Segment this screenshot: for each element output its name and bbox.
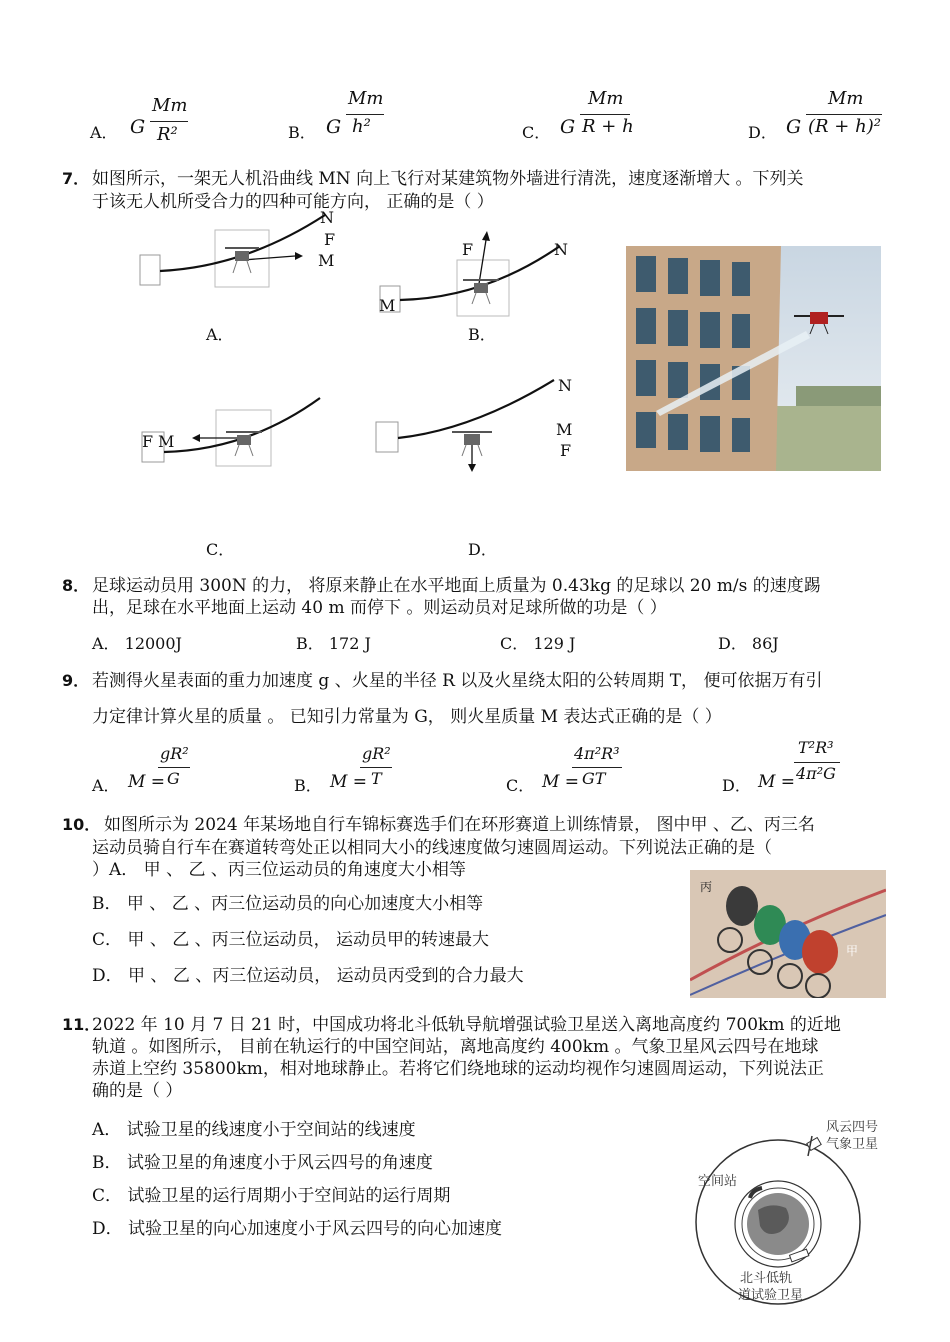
- q11-text-line3: 赤道上空约 35800km，相对地球静止。若将它们绕地球的运动均视作匀速圆周运动，下列说法正: [92, 1059, 824, 1079]
- beidou-label-1: 北斗低轨: [740, 1271, 793, 1286]
- q9-option-a-lhs: M =: [128, 772, 166, 792]
- q7-c-label-f: F: [142, 432, 154, 451]
- fengyun-satellite-icon: [807, 1136, 821, 1156]
- q7-d-label-f: F: [560, 441, 572, 460]
- q9-option-a-den: G: [167, 769, 180, 788]
- q6-option-d-bar: [806, 114, 882, 115]
- q7-d-label-m: M: [556, 420, 573, 439]
- q7-d-label-n: N: [558, 376, 572, 395]
- q6-option-a-bar: [150, 121, 188, 122]
- q7-text-line2: 于该无人机所受合力的四种可能方向， 正确的是（ ）: [92, 192, 494, 212]
- fengyun-label-2: 气象卫星: [826, 1137, 879, 1152]
- q7-b-label-n: N: [554, 240, 568, 259]
- q9-option-d-den: 4π²G: [796, 764, 836, 783]
- q11-text-line2: 轨道 。如图所示， 目前在轨运行的中国空间站，离地高度约 400km 。气象卫星风云四号在地球: [92, 1037, 819, 1057]
- q6-option-d-letter: D．: [748, 123, 777, 142]
- q6-option-d-den: (R + h)²: [808, 116, 881, 137]
- q9-option-a-bar: [158, 767, 190, 768]
- q7-a-label-f: F: [324, 230, 336, 249]
- q6-option-c-bar: [580, 114, 630, 115]
- q6-option-c-num: Mm: [588, 88, 624, 109]
- q10-option-b: B． 甲 、 乙 、丙三位运动员的向心加速度大小相等: [92, 894, 484, 914]
- fengyun-label-1: 风云四号: [826, 1120, 879, 1135]
- q7-a-caption: A．: [206, 325, 234, 344]
- q9-option-d-bar: [794, 762, 840, 763]
- q6-option-d-num: Mm: [828, 88, 864, 109]
- q7-b-label-m: M: [379, 296, 396, 315]
- q7-a-label-n: N: [320, 208, 334, 227]
- q7-b-caption: B．: [468, 325, 496, 344]
- photo-label-jia: 甲: [846, 944, 859, 958]
- q9-option-c-bar: [572, 767, 622, 768]
- q8-option-a: A． 12000J: [92, 634, 182, 653]
- q8-option-b: B． 172 J: [296, 634, 371, 653]
- q9-number: 9．: [62, 671, 90, 690]
- drone-cleaning-photo: [626, 246, 881, 471]
- q9-option-a-letter: A．: [92, 776, 120, 795]
- q6-option-a-g: G: [130, 116, 146, 138]
- q7-c-label-m: M: [158, 432, 175, 451]
- q6-option-b-bar: [346, 114, 384, 115]
- q9-text-line1: 若测得火星表面的重力加速度 g 、火星的半径 R 以及火星绕太阳的公转周期 T， 便可依据万有引: [92, 671, 823, 691]
- q9-option-c-num: 4π²R³: [574, 744, 620, 763]
- drone-icon: [463, 280, 499, 304]
- q11-option-d: D． 试验卫星的向心加速度小于风云四号的向心加速度: [92, 1219, 503, 1239]
- beidou-label-2: 道试验卫星: [738, 1288, 804, 1303]
- q6-option-c-den: R + h: [582, 116, 634, 137]
- q10-option-c: C． 甲 、 乙 、丙三位运动员， 运动员甲的转速最大: [92, 930, 490, 950]
- q10-option-d: D． 甲 、 乙 、丙三位运动员， 运动员丙受到的合力最大: [92, 966, 524, 986]
- q11-text-line4: 确的是（ ）: [92, 1081, 183, 1101]
- q6-option-c-g: G: [560, 116, 576, 138]
- q11-option-a: A． 试验卫星的线速度小于空间站的线速度: [92, 1120, 416, 1140]
- q6-option-b-letter: B．: [288, 123, 316, 142]
- q7-c-caption: C．: [206, 540, 235, 559]
- q9-option-a-num: gR²: [160, 744, 189, 763]
- q9-option-c-letter: C．: [506, 776, 535, 795]
- q11-option-c: C． 试验卫星的运行周期小于空间站的运行周期: [92, 1186, 451, 1206]
- q9-option-d-num: T²R³: [798, 738, 834, 757]
- q8-number: 8．: [62, 576, 90, 595]
- q11-option-b: B． 试验卫星的角速度小于风云四号的角速度: [92, 1153, 433, 1173]
- q7-d-caption: D．: [468, 540, 497, 559]
- q8-text-line1: 足球运动员用 300N 的力， 将原来静止在水平地面上质量为 0.43kg 的足球以 20 m/s 的速度踢: [92, 576, 821, 596]
- q11-text-line1: 2022 年 10 月 7 日 21 时，中国成功将北斗低轨导航增强试验卫星送入离地高度约 700km 的近地: [92, 1015, 841, 1035]
- q7-text-line1: 如图所示，一架无人机沿曲线 MN 向上飞行对某建筑物外墙进行清洗，速度逐渐增大 。下列关: [92, 169, 804, 189]
- cycling-photo: [690, 870, 886, 998]
- q10-text-line2: 运动员骑自行车在赛道转弯处正以相同大小的线速度做匀速圆周运动。下列说法正确的是（: [92, 838, 772, 858]
- photo-label-bing: 丙: [700, 880, 713, 894]
- q9-text-line2: 力定律计算火星的质量 。 已知引力常量为 G， 则火星质量 M 表达式正确的是（ ）: [92, 707, 722, 727]
- q7-a-label-m: M: [318, 251, 335, 270]
- q6-option-c-letter: C．: [522, 123, 551, 142]
- q11-number: 11．: [62, 1015, 101, 1034]
- q6-option-b-num: Mm: [348, 88, 384, 109]
- q6-option-d-g: G: [786, 116, 802, 138]
- q9-option-b-den: T: [371, 769, 382, 788]
- q6-option-a-letter: A．: [90, 123, 118, 142]
- station-label: 空间站: [698, 1174, 738, 1189]
- q10-text-line1: 如图所示为 2024 年某场地自行车锦标赛选手们在环形赛道上训练情景， 图中甲 、乙、丙三名: [104, 815, 815, 835]
- q7-number: 7．: [62, 169, 90, 188]
- q9-option-d-lhs: M =: [758, 772, 796, 792]
- q6-option-b-g: G: [326, 116, 342, 138]
- q9-option-c-den: GT: [582, 769, 606, 788]
- drone-icon: [226, 432, 262, 456]
- q7-b-label-f: F: [462, 240, 474, 259]
- q6-option-b-den: h²: [352, 116, 371, 137]
- q10-text-line3: ）A． 甲 、 乙 、丙三位运动员的角速度大小相等: [92, 860, 466, 880]
- q9-option-b-bar: [360, 767, 392, 768]
- q10-number: 10．: [62, 815, 101, 834]
- q9-option-b-num: gR²: [362, 744, 391, 763]
- q9-option-d-letter: D．: [722, 776, 751, 795]
- q6-option-a-den: R²: [157, 124, 178, 145]
- q8-option-c: C． 129 J: [500, 634, 576, 653]
- q9-option-c-lhs: M =: [542, 772, 580, 792]
- q7-diagram-d: [372, 372, 572, 477]
- q6-option-a-num: Mm: [152, 95, 188, 116]
- q8-option-d: D． 86J: [718, 634, 779, 653]
- q9-option-b-lhs: M =: [330, 772, 368, 792]
- q9-option-b-letter: B．: [294, 776, 322, 795]
- q8-text-line2: 出，足球在水平地面上运动 40 m 而停下 。则运动员对足球所做的功是（ ）: [92, 598, 667, 618]
